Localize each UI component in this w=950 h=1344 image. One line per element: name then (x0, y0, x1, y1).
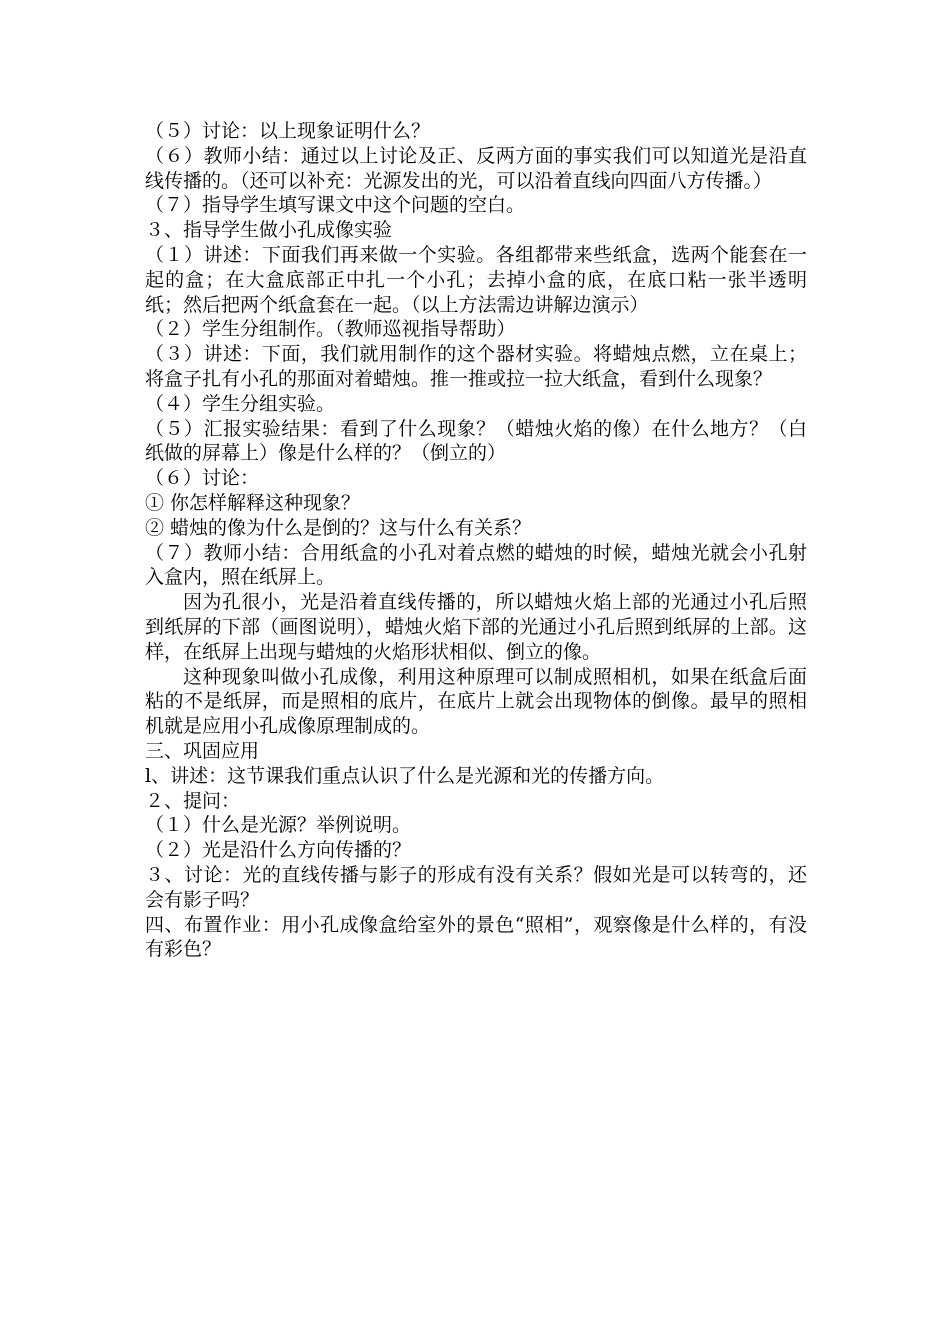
paragraph-explanation: 因为孔很小，光是沿着直线传播的，所以蜡烛火焰上部的光通过小孔后照到纸屏的下部（画图说明），蜡烛火焰下部的光通过小孔后照到纸屏的上部。这样，在纸屏上出现与蜡烛的火焰形状相似、倒立的像。 (145, 591, 807, 663)
paragraph-pinhole-camera: 这种现象叫做小孔成像，利用这种原理可以制成照相机，如果在纸盒后面粘的不是纸屏，而是照相的底片，在底片上就会出现物体的倒像。最早的照相机就是应用小孔成像原理制成的。 (145, 665, 807, 738)
paragraph-guide-fill-7: （７）指导学生填写课文中这个问题的空白。 (145, 194, 526, 217)
paragraph-group-experiment-4: （４）学生分组实验。 (145, 392, 336, 415)
document-body (145, 119, 807, 962)
paragraph-question-light-source: （１）什么是光源？举例说明。 (145, 814, 412, 837)
paragraph-report-results-5: （５）汇报实验结果：看到了什么现象？（蜡烛火焰的像）在什么地方？（白纸做的屏幕上）像是什么样的？（倒立的） (145, 417, 807, 465)
paragraph-teacher-summary-7: （７）教师小结：合用纸盒的小孔对着点燃的蜡烛的时候，蜡烛光就会小孔射入盒内，照在纸屏上。 (145, 541, 807, 589)
paragraph-questions-heading: ２、提问： (145, 789, 241, 812)
paragraph-teacher-summary-6: （６）教师小结：通过以上讨论及正、反两方面的事实我们可以知道光是沿直线传播的。（还可以补充：光源发出的光，可以沿着直线向四面八方传播。） (145, 144, 807, 192)
paragraph-discussion-5: （５）讨论：以上现象证明什么？ (145, 120, 431, 142)
paragraph-question-light-direction: （２）光是沿什么方向传播的？ (145, 839, 412, 862)
paragraph-review-narration: l、讲述：这节课我们重点认识了什么是光源和光的传播方向。 (145, 764, 665, 787)
paragraph-discussion-6: （６）讨论： (145, 467, 260, 490)
paragraph-narration-1: （１）讲述：下面我们再来做一个实验。各组都带来些纸盒，选两个能套在一起的盒；在大盒底部正中扎一个小孔；去掉小盒的底，在底口粘一张半透明纸；然后把两个纸盒套在一起。（以上方法需边讲解边演示） (145, 243, 807, 316)
paragraph-discussion-shadow: ３、讨论：光的直线传播与影子的形成有没有关系？假如光是可以转弯的，还会有影子吗？ (145, 863, 807, 911)
paragraph-narration-3: （３）讲述：下面，我们就用制作的这个器材实验。将蜡烛点燃，立在桌上；将盒子扎有小孔的那面对着蜡烛。推一推或拉一拉大纸盒，看到什么现象？ (145, 343, 807, 390)
paragraph-question-2: ② 蜡烛的像为什么是倒的？这与什么有关系？ (145, 516, 532, 539)
paragraph-group-making-2: （２）学生分组制作。（教师巡视指导帮助） (145, 318, 516, 341)
section-heading-pinhole-experiment: ３、指导学生做小孔成像实验 (145, 219, 393, 242)
section-heading-homework: 四、布置作业：用小孔成像盒给室外的景色“照相”，观察像是什么样的，有没有彩色？ (145, 913, 807, 961)
paragraph-question-1: ① 你怎样解释这种现象？ (145, 491, 361, 514)
section-heading-consolidation: 三、巩固应用 (145, 739, 260, 762)
